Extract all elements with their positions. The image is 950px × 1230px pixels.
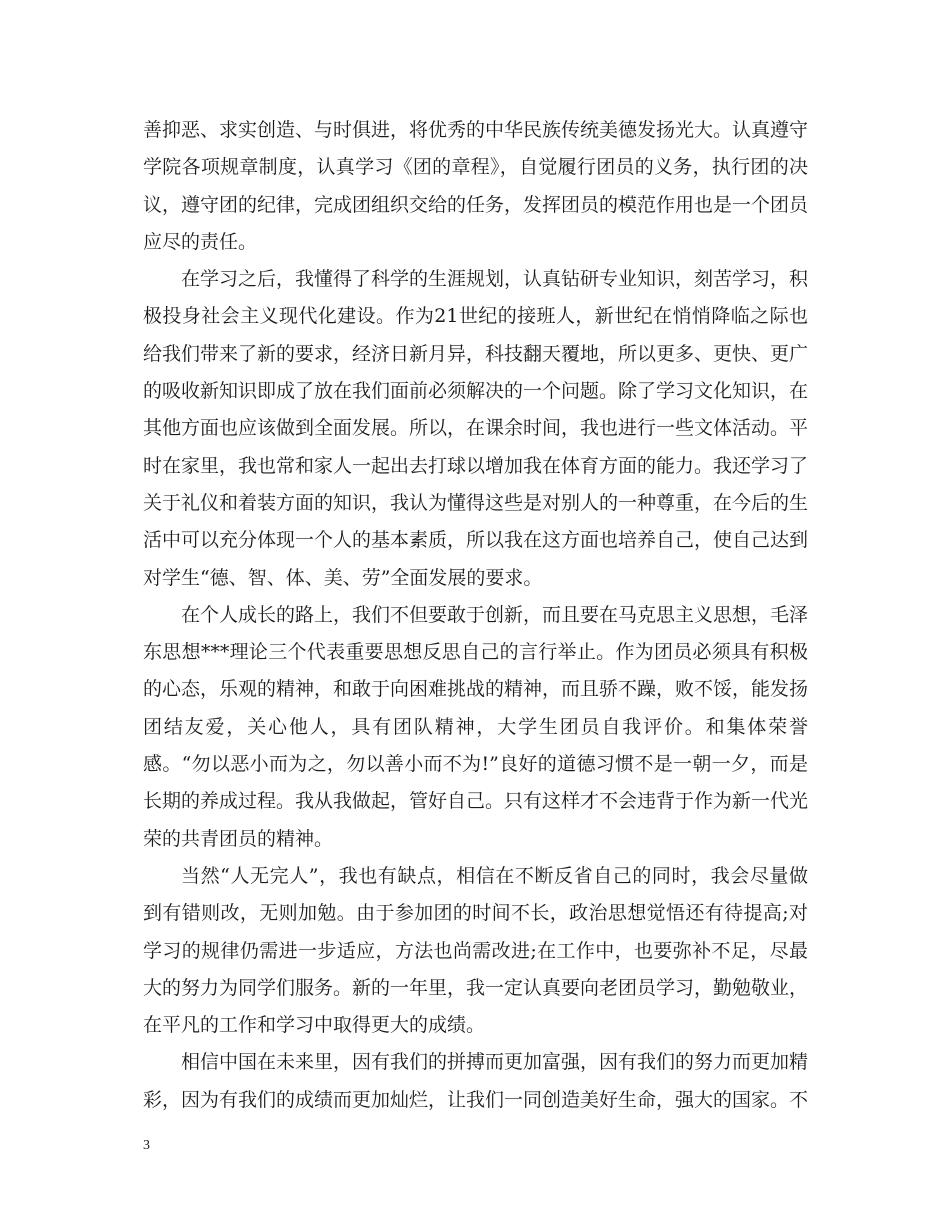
paragraph-3: 在个人成长的路上，我们不但要敢于创新，而且要在马克思主义思想，毛泽东思想***理论三个代表重要思想反思自己的言行举止。作为团员必须具有积极的心态，乐观的精神，和敢于向困难挑战的精神，而且骄不躁，败不馁，能发扬团结友爱，关心他人，具有团队精神，大学生团员自我评价。和集体荣誉感。“勿以恶小而为之，勿以善小而不为!”良好的道德习惯不是一朝一夕，而是长期的养成过程。我从我做起，管好自己。只有这样才不会违背于作为新一代光荣的共青团员的精神。 [143, 603, 809, 850]
document-body [143, 112, 808, 1119]
paragraph-2: 在学习之后，我懂得了科学的生涯规划，认真钻研专业知识，刻苦学习，积极投身社会主义现代化建设。作为21世纪的接班人，新世纪在悄悄降临之际也给我们带来了新的要求，经济日新月异，科技翻天覆地，所以更多、更快、更广的吸收新知识即成了放在我们面前必须解决的一个问题。除了学习文化知识，在其他方面也应该做到全面发展。所以，在课余时间，我也进行一些文体活动。平时在家里，我也常和家人一起出去打球以增加我在体育方面的能力。我还学习了关于礼仪和着装方面的知识，我认为懂得这些是对别人的一种尊重，在今后的生活中可以充分体现一个人的基本素质，所以我在这方面也培养自己，使自己达到对学生“德、智、体、美、劳”全面发展的要求。 [143, 268, 809, 589]
paragraph-1: 善抑恶、求实创造、与时俱进，将优秀的中华民族传统美德发扬光大。认真遵守学院各项规章制度，认真学习《团的章程》，自觉履行团员的义务，执行团的决议，遵守团的纪律，完成团组织交给的任务，发挥团员的模范作用也是一个团员应尽的责任。 [143, 119, 809, 253]
paragraph-5: 相信中国在未来里，因有我们的拼搏而更加富强，因有我们的努力而更加精彩，因为有我们的成绩而更加灿烂，让我们一同创造美好生命，强大的国家。不 [143, 1051, 809, 1111]
page-number: 3 [143, 1138, 150, 1153]
paragraph-4: 当然“人无完人”，我也有缺点，相信在不断反省自己的同时，我会尽量做到有错则改，无则加勉。由于参加团的时间不长，政治思想觉悟还有待提高;对学习的规律仍需进一步适应，方法也尚需改进;在工作中，也要弥补不足，尽最大的努力为同学们服务。新的一年里，我一定认真要向老团员学习，勤勉敬业，在平凡的工作和学习中取得更大的成绩。 [143, 864, 809, 1037]
